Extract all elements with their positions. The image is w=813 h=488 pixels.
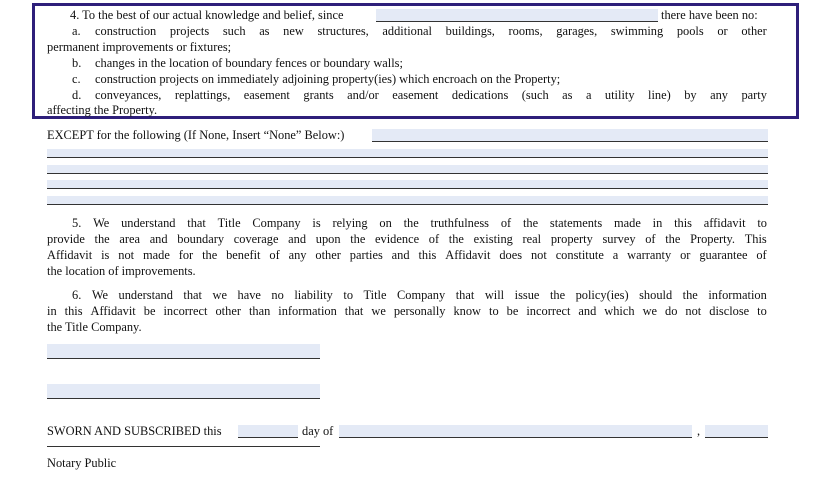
word: a bbox=[612, 248, 619, 262]
word: other bbox=[741, 24, 767, 38]
word: incorrect bbox=[526, 304, 571, 318]
word: that bbox=[344, 304, 364, 318]
item-a-text bbox=[95, 24, 767, 39]
word: of bbox=[428, 232, 440, 246]
word: this bbox=[674, 216, 692, 230]
word: no bbox=[271, 288, 284, 302]
word: does bbox=[499, 248, 523, 262]
word: other bbox=[215, 304, 241, 318]
word: This bbox=[744, 232, 767, 246]
word: in bbox=[47, 304, 57, 318]
sworn-comma: , bbox=[697, 424, 701, 438]
except-field-2[interactable] bbox=[47, 149, 768, 158]
word: real bbox=[522, 232, 542, 246]
except-field-3[interactable] bbox=[47, 165, 768, 174]
word: made bbox=[613, 216, 641, 230]
word: rooms, bbox=[508, 24, 543, 38]
word: understand bbox=[121, 216, 176, 230]
word: the bbox=[522, 216, 539, 230]
word: provide bbox=[47, 232, 85, 246]
word: easement bbox=[243, 88, 290, 102]
word: pools bbox=[676, 24, 704, 38]
word: Title bbox=[217, 216, 241, 230]
word: utility bbox=[604, 88, 635, 102]
word: we bbox=[642, 304, 658, 318]
word: of bbox=[500, 216, 512, 230]
section5-line3 bbox=[47, 248, 767, 263]
word: relying bbox=[332, 216, 368, 230]
item-c-text: construction projects on immediately adjoining property(ies) which encroach on the Property; bbox=[95, 72, 561, 86]
section5-line2 bbox=[47, 232, 767, 247]
word: of bbox=[645, 232, 656, 246]
word: made bbox=[142, 248, 170, 262]
word: property bbox=[550, 232, 593, 246]
word: statements bbox=[549, 216, 603, 230]
word: existing bbox=[473, 232, 513, 246]
section6-line3: the Title Company. bbox=[47, 320, 142, 334]
signature-line-2[interactable] bbox=[47, 384, 320, 399]
sworn-day-field[interactable] bbox=[238, 425, 298, 438]
word: to bbox=[757, 304, 767, 318]
word: we bbox=[212, 288, 227, 302]
word: guarantee bbox=[699, 248, 748, 262]
word: to bbox=[757, 216, 767, 230]
section5-line1 bbox=[72, 216, 767, 231]
word: upon bbox=[315, 232, 341, 246]
word: construction bbox=[95, 24, 157, 38]
item-d-label: d. bbox=[72, 88, 82, 102]
word: for bbox=[178, 248, 194, 262]
word: that bbox=[183, 288, 203, 302]
word: warranty bbox=[627, 248, 672, 262]
word: understand bbox=[118, 288, 173, 302]
word: a bbox=[585, 88, 592, 102]
item-c-label: c. bbox=[72, 72, 81, 86]
word: Title bbox=[363, 288, 387, 302]
word: Affidavit bbox=[90, 304, 136, 318]
word: new bbox=[283, 24, 304, 38]
word: structures, bbox=[317, 24, 369, 38]
word: truthfulness bbox=[430, 216, 490, 230]
word: not bbox=[118, 248, 135, 262]
word: be bbox=[143, 304, 156, 318]
word: have bbox=[237, 288, 261, 302]
word: than bbox=[248, 304, 271, 318]
word: buildings, bbox=[445, 24, 495, 38]
section4-tail: there have been no: bbox=[661, 8, 758, 22]
item-b-label: b. bbox=[72, 56, 82, 70]
word: we bbox=[371, 304, 386, 318]
word: not bbox=[530, 248, 547, 262]
word: as bbox=[259, 24, 270, 38]
word: that bbox=[187, 216, 206, 230]
word: or bbox=[680, 248, 691, 262]
word: the bbox=[350, 232, 366, 246]
section4-lead: 4. To the best of our actual knowledge and belief, since bbox=[70, 8, 344, 22]
word: and bbox=[578, 304, 597, 318]
word: the bbox=[403, 216, 419, 230]
word: by bbox=[684, 88, 697, 102]
word: (such bbox=[521, 88, 549, 102]
word: that bbox=[455, 288, 475, 302]
word: the bbox=[549, 288, 566, 302]
word: Company bbox=[397, 288, 446, 302]
section6-line1 bbox=[72, 288, 767, 303]
word: of bbox=[756, 248, 767, 262]
word: liability bbox=[294, 288, 333, 302]
notary-signature-line[interactable] bbox=[47, 446, 320, 447]
item-b-text: changes in the location of boundary fences or boundary walls; bbox=[95, 56, 403, 70]
word: line) bbox=[648, 88, 671, 102]
word: policy(ies) bbox=[575, 288, 629, 302]
word: personally bbox=[393, 304, 446, 318]
item-a-continuation: permanent improvements or fixtures; bbox=[47, 40, 232, 54]
item-d-text bbox=[95, 88, 767, 103]
word: and bbox=[391, 248, 410, 262]
word: information bbox=[708, 288, 767, 302]
day-of-label: day of bbox=[302, 424, 334, 438]
word: and/or bbox=[347, 88, 379, 102]
word: the bbox=[448, 232, 464, 246]
word: garages, bbox=[556, 24, 598, 38]
word: the bbox=[682, 288, 698, 302]
sworn-month-field[interactable] bbox=[339, 425, 692, 438]
word: any bbox=[288, 248, 307, 262]
word: and bbox=[288, 232, 307, 246]
word: is bbox=[312, 216, 321, 230]
word: this bbox=[64, 304, 83, 318]
word: 6. bbox=[72, 288, 82, 302]
word: incorrect bbox=[163, 304, 208, 318]
word: evidence bbox=[375, 232, 420, 246]
word: the bbox=[94, 232, 110, 246]
word: party bbox=[741, 88, 767, 102]
word: on bbox=[379, 216, 392, 230]
word: dedications bbox=[451, 88, 509, 102]
word: area bbox=[119, 232, 140, 246]
word: benefit bbox=[226, 248, 261, 262]
word: do bbox=[665, 304, 678, 318]
word: such bbox=[222, 24, 246, 38]
word: any bbox=[710, 88, 728, 102]
word: of bbox=[269, 248, 280, 262]
word: affidavit bbox=[703, 216, 746, 230]
word: or bbox=[717, 24, 728, 38]
word: constitute bbox=[555, 248, 604, 262]
word: the bbox=[202, 248, 218, 262]
word: the bbox=[665, 232, 681, 246]
except-field-4[interactable] bbox=[47, 180, 768, 189]
word: to bbox=[343, 288, 354, 302]
word: grants bbox=[303, 88, 334, 102]
word: know bbox=[453, 304, 482, 318]
signature-line-1[interactable] bbox=[47, 344, 320, 359]
sworn-label: SWORN AND SUBSCRIBED this bbox=[47, 424, 222, 438]
word: Company bbox=[252, 216, 301, 230]
word: 5. bbox=[72, 216, 82, 230]
word: boundary bbox=[177, 232, 225, 246]
word: as bbox=[562, 88, 573, 102]
word: coverage bbox=[233, 232, 279, 246]
word: parties bbox=[349, 248, 383, 262]
word: will bbox=[484, 288, 505, 302]
item-a-label: a. bbox=[72, 24, 81, 38]
notary-label: Notary Public bbox=[47, 456, 117, 470]
word: to bbox=[489, 304, 499, 318]
word: Property. bbox=[690, 232, 736, 246]
word: easement bbox=[392, 88, 439, 102]
sworn-year-field[interactable] bbox=[705, 425, 768, 438]
word: survey bbox=[602, 232, 636, 246]
item-d-continuation: affecting the Property. bbox=[47, 103, 158, 117]
word: which bbox=[604, 304, 635, 318]
word: other bbox=[315, 248, 341, 262]
word: should bbox=[639, 288, 673, 302]
word: We bbox=[91, 288, 109, 302]
word: is bbox=[101, 248, 110, 262]
word: additional bbox=[382, 24, 432, 38]
word: disclose bbox=[709, 304, 750, 318]
word: replattings, bbox=[174, 88, 231, 102]
word: this bbox=[418, 248, 437, 262]
section5-line4: the location of improvements. bbox=[47, 264, 196, 278]
word: Affidavit bbox=[47, 248, 93, 262]
word: not bbox=[685, 304, 702, 318]
except-field-5[interactable] bbox=[47, 196, 768, 205]
word: swimming bbox=[610, 24, 664, 38]
word: projects bbox=[169, 24, 210, 38]
except-field-1[interactable] bbox=[372, 129, 768, 142]
word: information bbox=[278, 304, 337, 318]
since-date-field[interactable] bbox=[376, 9, 658, 22]
word: be bbox=[506, 304, 519, 318]
except-label: EXCEPT for the following (If None, Insert “None” Below:) bbox=[47, 128, 345, 142]
word: We bbox=[93, 216, 110, 230]
word: and bbox=[149, 232, 168, 246]
section6-line2 bbox=[47, 304, 767, 319]
word: conveyances, bbox=[95, 88, 162, 102]
word: in bbox=[652, 216, 663, 230]
word: issue bbox=[514, 288, 540, 302]
word: Affidavit bbox=[445, 248, 491, 262]
